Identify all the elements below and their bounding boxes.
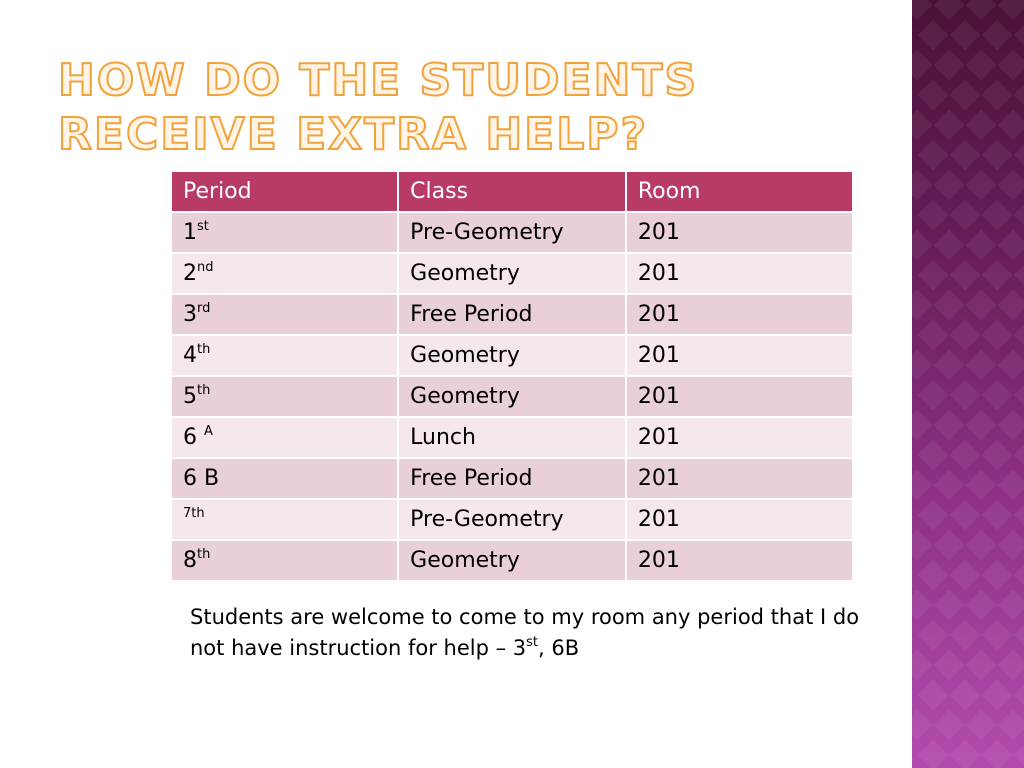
band-pattern-tile <box>997 289 1024 320</box>
band-pattern-tile <box>917 79 948 110</box>
table-row <box>171 335 853 376</box>
band-pattern-tile <box>997 529 1024 560</box>
band-pattern-tile <box>933 169 964 200</box>
period-suffix: th <box>197 383 211 398</box>
room-cell: 201 <box>626 499 853 540</box>
table-row <box>171 294 853 335</box>
period-number: 4 <box>183 343 197 368</box>
period-suffix: th <box>197 547 211 562</box>
class-cell: Free Period <box>398 458 626 499</box>
band-pattern-tile <box>981 379 1012 410</box>
band-pattern-tile <box>965 229 996 260</box>
help-note-text: Students are welcome to come to my room any period that I do not have instruction for help – 3 <box>190 605 860 660</box>
column-header-room: Room <box>626 171 853 212</box>
table-row <box>171 376 853 417</box>
band-pattern-tile <box>933 409 964 440</box>
period-cell <box>171 417 398 458</box>
class-cell: Geometry <box>398 253 626 294</box>
table-row <box>171 417 853 458</box>
band-pattern-tile <box>981 139 1012 170</box>
band-pattern-tile <box>912 49 933 80</box>
band-pattern-tile <box>949 319 980 350</box>
band-pattern-tile <box>949 139 980 170</box>
help-note-suffix: st <box>526 635 539 650</box>
band-pattern-tile <box>912 709 933 740</box>
band-pattern-tile <box>997 109 1024 140</box>
band-pattern-tile <box>997 409 1024 440</box>
period-cell <box>171 212 398 253</box>
band-pattern-tile <box>965 289 996 320</box>
band-pattern-tile <box>917 199 948 230</box>
band-pattern-tile <box>997 229 1024 260</box>
band-pattern-tile <box>917 499 948 530</box>
band-pattern-tile <box>949 559 980 590</box>
band-pattern-tile <box>917 559 948 590</box>
band-pattern-tile <box>912 289 933 320</box>
band-pattern-tile <box>912 229 933 260</box>
band-pattern-tile <box>912 529 933 560</box>
band-pattern-tile <box>912 109 933 140</box>
column-header-period: Period <box>171 171 398 212</box>
period-number: 5 <box>183 384 197 409</box>
band-pattern-tile <box>1013 439 1024 470</box>
period-cell <box>171 253 398 294</box>
band-pattern-tile <box>981 259 1012 290</box>
help-note <box>190 602 890 664</box>
table-header-row <box>171 171 853 212</box>
band-pattern-tile <box>997 0 1024 21</box>
period-cell <box>171 458 398 499</box>
band-pattern-tile <box>997 589 1024 620</box>
band-pattern-tile <box>965 109 996 140</box>
band-pattern-tile <box>933 709 964 740</box>
band-pattern-tile <box>912 589 933 620</box>
period-number: 3 <box>183 302 197 327</box>
band-pattern-tile <box>917 739 948 768</box>
band-pattern-tile <box>933 589 964 620</box>
band-pattern-tile <box>981 619 1012 650</box>
band-pattern-tile <box>917 379 948 410</box>
period-cell <box>171 335 398 376</box>
band-pattern-tile <box>949 739 980 768</box>
table-row <box>171 458 853 499</box>
period-cell <box>171 540 398 581</box>
band-pattern-tile <box>949 199 980 230</box>
band-pattern-tile <box>981 79 1012 110</box>
band-pattern-tile <box>981 499 1012 530</box>
class-cell: Free Period <box>398 294 626 335</box>
period-number: 6 B <box>183 466 220 491</box>
band-pattern-tile <box>1013 19 1024 50</box>
room-cell: 201 <box>626 458 853 499</box>
band-pattern-tile <box>1013 379 1024 410</box>
band-pattern-tile <box>1013 679 1024 710</box>
band-pattern-tile <box>933 49 964 80</box>
band-pattern-tile <box>981 739 1012 768</box>
band-pattern-tile <box>981 19 1012 50</box>
class-cell: Pre-Geometry <box>398 499 626 540</box>
band-pattern-tile <box>933 349 964 380</box>
band-pattern-tile <box>1013 559 1024 590</box>
period-number: 1 <box>183 220 197 245</box>
band-pattern-tile <box>912 349 933 380</box>
band-pattern-tile <box>965 49 996 80</box>
class-cell: Lunch <box>398 417 626 458</box>
band-pattern-tile <box>949 499 980 530</box>
room-cell: 201 <box>626 335 853 376</box>
band-pattern-tile <box>917 619 948 650</box>
band-pattern-tile <box>1013 499 1024 530</box>
band-pattern-tile <box>933 0 964 21</box>
band-pattern-tile <box>1013 199 1024 230</box>
band-pattern-tile <box>965 529 996 560</box>
room-cell: 201 <box>626 253 853 294</box>
band-pattern-tile <box>1013 259 1024 290</box>
period-suffix: nd <box>197 260 214 275</box>
band-pattern-tile <box>949 379 980 410</box>
period-cell <box>171 376 398 417</box>
period-suffix: A <box>204 424 213 439</box>
band-pattern-tile <box>1013 79 1024 110</box>
band-pattern-tile <box>917 19 948 50</box>
period-suffix: 7th <box>183 506 205 521</box>
period-cell <box>171 294 398 335</box>
room-cell: 201 <box>626 376 853 417</box>
period-number: 2 <box>183 261 197 286</box>
band-pattern-tile <box>981 679 1012 710</box>
band-pattern-tile <box>949 19 980 50</box>
class-cell: Pre-Geometry <box>398 212 626 253</box>
band-pattern-tile <box>965 409 996 440</box>
band-pattern-tile <box>1013 619 1024 650</box>
slide-title: HOW DO THE STUDENTS RECEIVE EXTRA HELP? <box>58 55 699 160</box>
band-pattern-tile <box>997 169 1024 200</box>
band-pattern-tile <box>981 559 1012 590</box>
band-pattern-tile <box>949 79 980 110</box>
class-cell: Geometry <box>398 335 626 376</box>
band-pattern-tile <box>997 649 1024 680</box>
band-pattern-tile <box>965 0 996 21</box>
period-suffix: st <box>197 219 209 234</box>
room-cell: 201 <box>626 540 853 581</box>
column-header-class: Class <box>398 171 626 212</box>
band-pattern-tile <box>933 649 964 680</box>
band-pattern-tile <box>997 49 1024 80</box>
band-pattern-tile <box>912 649 933 680</box>
band-pattern-tile <box>1013 319 1024 350</box>
band-pattern-tile <box>933 229 964 260</box>
band-pattern-tile <box>981 319 1012 350</box>
band-pattern-tile <box>1013 139 1024 170</box>
band-pattern-tile <box>912 0 933 21</box>
band-pattern-tile <box>917 319 948 350</box>
period-cell <box>171 499 398 540</box>
band-pattern-tile <box>965 349 996 380</box>
band-pattern-tile <box>997 709 1024 740</box>
band-pattern-tile <box>965 169 996 200</box>
band-pattern-tile <box>981 439 1012 470</box>
band-pattern-tile <box>917 439 948 470</box>
band-pattern-tile <box>912 469 933 500</box>
class-cell: Geometry <box>398 540 626 581</box>
table-row <box>171 212 853 253</box>
band-pattern-tile <box>949 679 980 710</box>
band-pattern-tile <box>912 409 933 440</box>
band-pattern-tile <box>965 589 996 620</box>
band-pattern-tile <box>965 469 996 500</box>
band-pattern-tile <box>933 469 964 500</box>
band-pattern-tile <box>933 289 964 320</box>
band-pattern-tile <box>997 349 1024 380</box>
band-pattern-tile <box>917 679 948 710</box>
table-row <box>171 253 853 294</box>
band-pattern-tile <box>997 469 1024 500</box>
band-pattern-tile <box>933 109 964 140</box>
band-pattern-tile <box>965 709 996 740</box>
band-pattern-tile <box>981 199 1012 230</box>
room-cell: 201 <box>626 212 853 253</box>
help-note-text-end: , 6B <box>538 636 580 660</box>
band-pattern-tile <box>1013 739 1024 768</box>
band-pattern-tile <box>949 619 980 650</box>
period-number: 8 <box>183 548 197 573</box>
table-row <box>171 540 853 581</box>
period-suffix: rd <box>197 301 211 316</box>
band-pattern-tile <box>917 259 948 290</box>
band-pattern-tile <box>949 439 980 470</box>
band-pattern-tile <box>912 169 933 200</box>
band-pattern-tile <box>917 139 948 170</box>
period-number: 6 <box>183 425 204 450</box>
decorative-side-band <box>912 0 1024 768</box>
class-cell: Geometry <box>398 376 626 417</box>
band-pattern-tile <box>949 259 980 290</box>
band-pattern-tile <box>965 649 996 680</box>
room-cell: 201 <box>626 417 853 458</box>
band-pattern-tile <box>933 529 964 560</box>
room-cell: 201 <box>626 294 853 335</box>
table-row <box>171 499 853 540</box>
period-suffix: th <box>197 342 211 357</box>
schedule-table <box>170 170 854 582</box>
